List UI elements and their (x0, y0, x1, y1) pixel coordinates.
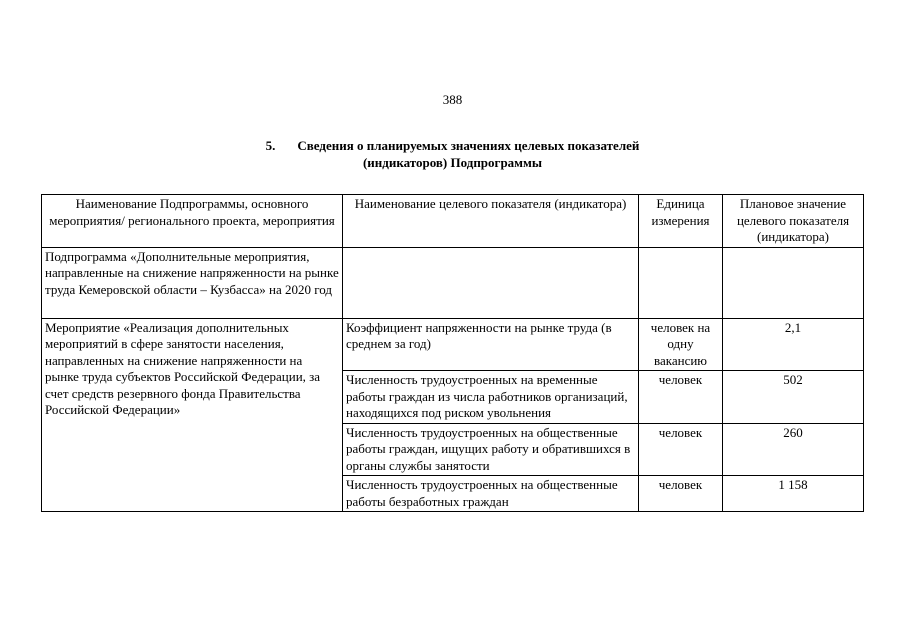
empty-cell (723, 247, 864, 318)
measure-cell: Мероприятие «Реализация дополнительных мероприятий в сфере занятости населения, направленных на снижение напряженности на рынке труда субъектов Российской Федерации, за счет средств резервного фонда Правительства Российской Федерации» (42, 318, 343, 512)
value-cell: 502 (723, 371, 864, 424)
header-value: Плановое значение целевого показателя (индикатора) (723, 195, 864, 248)
value-cell: 1 158 (723, 476, 864, 512)
table-row-subprogram (42, 247, 864, 318)
value-cell: 2,1 (723, 318, 864, 371)
unit-cell: человек (639, 371, 723, 424)
indicator-cell: Численность трудоустроенных на временные работы граждан из числа работников организаций, находящихся под риском увольнения (343, 371, 639, 424)
header-program: Наименование Подпрограммы, основного мероприятия/ регионального проекта, мероприятия (42, 195, 343, 248)
indicator-cell: Численность трудоустроенных на общественные работы граждан, ищущих работу и обратившихся в органы службы занятости (343, 423, 639, 476)
unit-cell: человек (639, 476, 723, 512)
empty-cell (343, 247, 639, 318)
indicators-table (41, 194, 864, 512)
unit-cell: человек (639, 423, 723, 476)
header-indicator: Наименование целевого показателя (индикатора) (343, 195, 639, 248)
empty-cell (639, 247, 723, 318)
indicator-cell: Коэффициент напряженности на рынке труда (в среднем за год) (343, 318, 639, 371)
section-title-line1 (0, 137, 905, 154)
section-title-line2: (индикаторов) Подпрограммы (362, 155, 543, 170)
header-unit: Единица измерения (639, 195, 723, 248)
subprogram-cell: Подпрограмма «Дополнительные мероприятия, направленные на снижение напряженности на рынке труда Кемеровской области – Кузбасса» на 2020 год (42, 247, 343, 318)
section-number: 5. (265, 138, 276, 153)
section-title-text: Сведения о планируемых значениях целевых показателей (297, 138, 640, 153)
page-number: 388 (442, 92, 463, 107)
section-title (0, 137, 905, 171)
value-cell: 260 (723, 423, 864, 476)
unit-cell: человек на одну вакансию (639, 318, 723, 371)
table-row (42, 318, 864, 371)
indicator-cell: Численность трудоустроенных на общественные работы безработных граждан (343, 476, 639, 512)
table-header-row (42, 195, 864, 248)
